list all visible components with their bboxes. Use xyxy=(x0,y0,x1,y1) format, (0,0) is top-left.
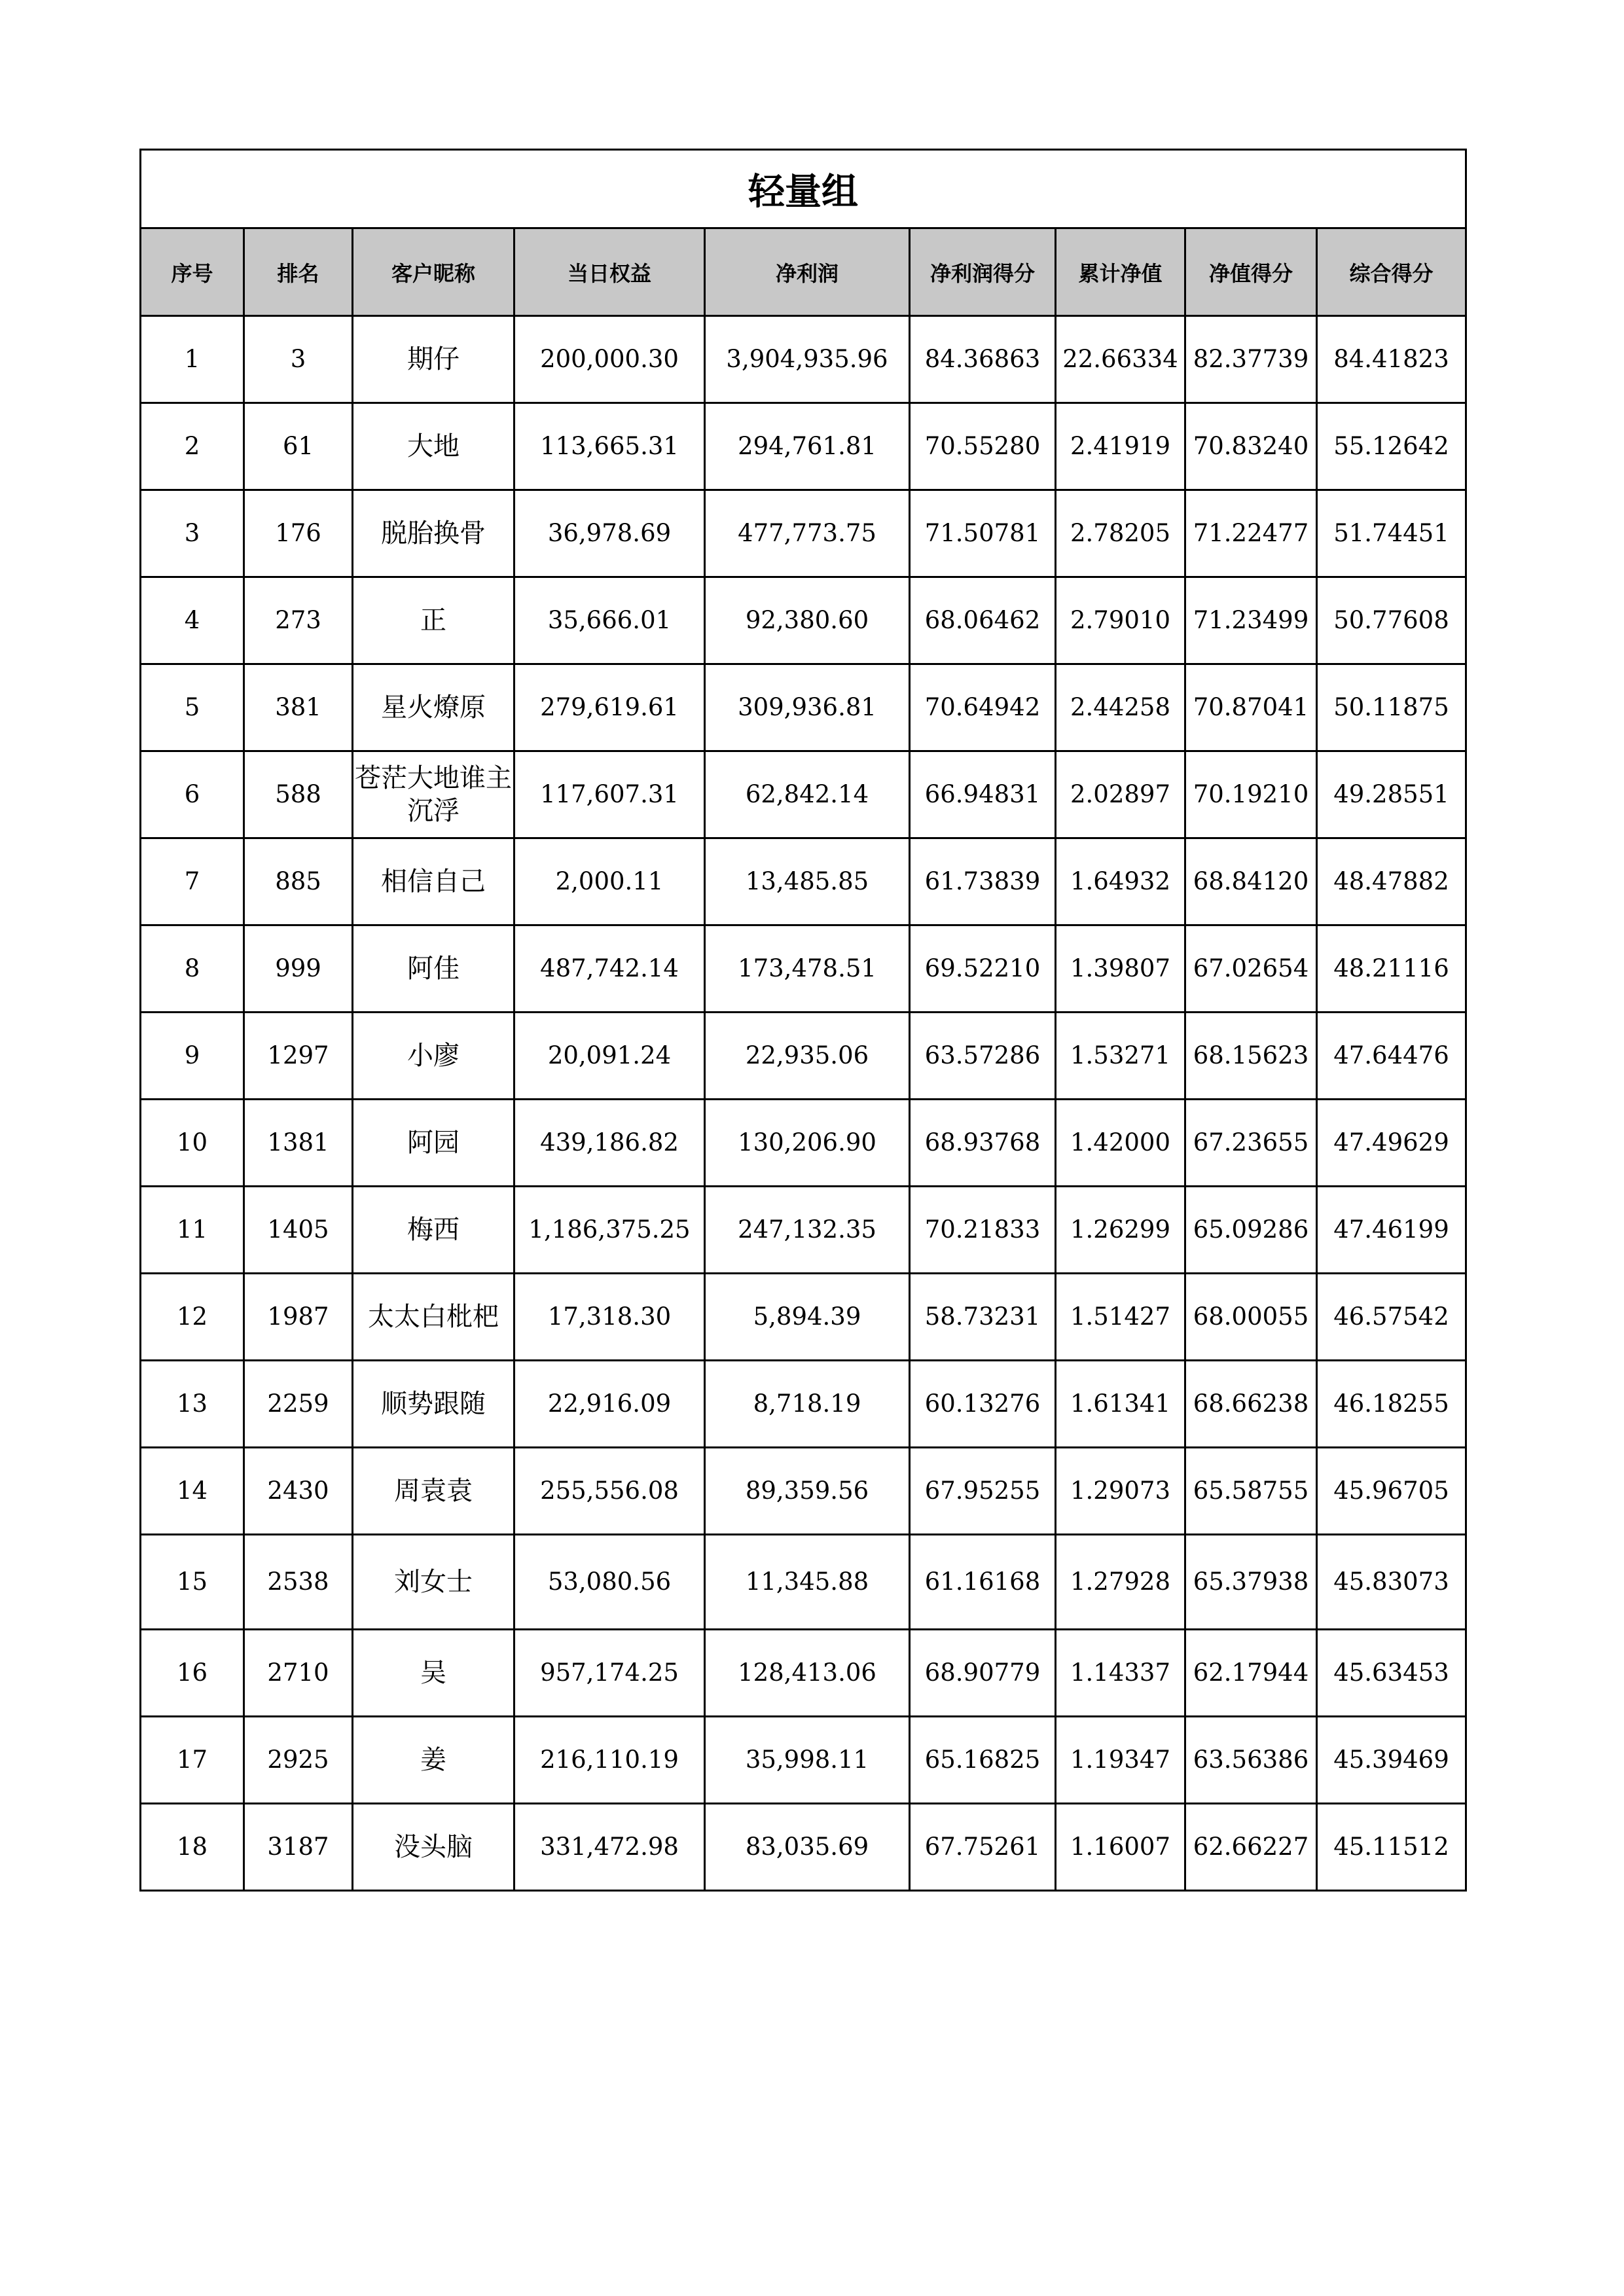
cell-nav-score: 82.37739 xyxy=(1185,316,1317,403)
cell-nickname: 太太白枇杷 xyxy=(353,1274,514,1361)
cell-cum-nav: 2.02897 xyxy=(1056,751,1185,838)
cell-profit-score: 70.21833 xyxy=(910,1187,1056,1274)
cell-cum-nav: 2.79010 xyxy=(1056,577,1185,664)
cell-profit-score: 61.16168 xyxy=(910,1535,1056,1630)
cell-total-score: 51.74451 xyxy=(1317,490,1466,577)
cell-net-profit: 11,345.88 xyxy=(705,1535,910,1630)
cell-nav-score: 70.87041 xyxy=(1185,664,1317,751)
cell-profit-score: 68.90779 xyxy=(910,1630,1056,1717)
cell-equity: 1,186,375.25 xyxy=(514,1187,705,1274)
cell-cum-nav: 1.29073 xyxy=(1056,1448,1185,1535)
cell-cum-nav: 2.44258 xyxy=(1056,664,1185,751)
cell-nav-score: 71.22477 xyxy=(1185,490,1317,577)
cell-rank: 176 xyxy=(244,490,353,577)
cell-profit-score: 61.73839 xyxy=(910,838,1056,925)
cell-total-score: 47.49629 xyxy=(1317,1100,1466,1187)
cell-equity: 35,666.01 xyxy=(514,577,705,664)
cell-index: 9 xyxy=(141,1013,244,1100)
cell-nav-score: 65.58755 xyxy=(1185,1448,1317,1535)
cell-nav-score: 62.66227 xyxy=(1185,1804,1317,1891)
cell-index: 2 xyxy=(141,403,244,490)
cell-total-score: 45.96705 xyxy=(1317,1448,1466,1535)
cell-nav-score: 68.00055 xyxy=(1185,1274,1317,1361)
cell-index: 13 xyxy=(141,1361,244,1448)
cell-cum-nav: 1.27928 xyxy=(1056,1535,1185,1630)
table-row xyxy=(141,1274,1466,1361)
cell-index: 3 xyxy=(141,490,244,577)
cell-net-profit: 477,773.75 xyxy=(705,490,910,577)
cell-rank: 3 xyxy=(244,316,353,403)
cell-index: 11 xyxy=(141,1187,244,1274)
cell-index: 7 xyxy=(141,838,244,925)
ranking-sheet xyxy=(139,149,1465,1892)
cell-index: 15 xyxy=(141,1535,244,1630)
cell-equity: 331,472.98 xyxy=(514,1804,705,1891)
cell-nickname: 梅西 xyxy=(353,1187,514,1274)
col-header-rank: 排名 xyxy=(244,228,353,316)
cell-cum-nav: 1.16007 xyxy=(1056,1804,1185,1891)
table-title: 轻量组 xyxy=(141,150,1466,228)
cell-rank: 381 xyxy=(244,664,353,751)
cell-total-score: 50.11875 xyxy=(1317,664,1466,751)
table-row xyxy=(141,1804,1466,1891)
cell-equity: 53,080.56 xyxy=(514,1535,705,1630)
cell-profit-score: 84.36863 xyxy=(910,316,1056,403)
cell-net-profit: 173,478.51 xyxy=(705,925,910,1013)
cell-equity: 117,607.31 xyxy=(514,751,705,838)
cell-nickname: 阿园 xyxy=(353,1100,514,1187)
table-row xyxy=(141,1535,1466,1630)
cell-index: 12 xyxy=(141,1274,244,1361)
col-header-total-score: 综合得分 xyxy=(1317,228,1466,316)
cell-nickname: 正 xyxy=(353,577,514,664)
col-header-net-profit: 净利润 xyxy=(705,228,910,316)
col-header-profit-score: 净利润得分 xyxy=(910,228,1056,316)
cell-rank: 2538 xyxy=(244,1535,353,1630)
cell-cum-nav: 22.66334 xyxy=(1056,316,1185,403)
cell-profit-score: 67.75261 xyxy=(910,1804,1056,1891)
table-row xyxy=(141,1717,1466,1804)
cell-rank: 2430 xyxy=(244,1448,353,1535)
cell-equity: 36,978.69 xyxy=(514,490,705,577)
cell-nav-score: 71.23499 xyxy=(1185,577,1317,664)
cell-nickname: 周袁袁 xyxy=(353,1448,514,1535)
table-row xyxy=(141,577,1466,664)
cell-equity: 439,186.82 xyxy=(514,1100,705,1187)
cell-nickname: 相信自己 xyxy=(353,838,514,925)
cell-index: 8 xyxy=(141,925,244,1013)
cell-cum-nav: 2.41919 xyxy=(1056,403,1185,490)
cell-total-score: 48.21116 xyxy=(1317,925,1466,1013)
cell-equity: 20,091.24 xyxy=(514,1013,705,1100)
cell-profit-score: 70.64942 xyxy=(910,664,1056,751)
cell-index: 4 xyxy=(141,577,244,664)
table-row xyxy=(141,1187,1466,1274)
cell-index: 10 xyxy=(141,1100,244,1187)
table-row xyxy=(141,403,1466,490)
table-row xyxy=(141,1448,1466,1535)
cell-net-profit: 3,904,935.96 xyxy=(705,316,910,403)
cell-nickname: 大地 xyxy=(353,403,514,490)
cell-rank: 999 xyxy=(244,925,353,1013)
cell-cum-nav: 1.42000 xyxy=(1056,1100,1185,1187)
cell-cum-nav: 1.53271 xyxy=(1056,1013,1185,1100)
table-row xyxy=(141,316,1466,403)
cell-index: 5 xyxy=(141,664,244,751)
table-row xyxy=(141,1361,1466,1448)
cell-nav-score: 68.66238 xyxy=(1185,1361,1317,1448)
cell-cum-nav: 1.39807 xyxy=(1056,925,1185,1013)
table-row xyxy=(141,1013,1466,1100)
cell-nickname: 顺势跟随 xyxy=(353,1361,514,1448)
cell-nav-score: 68.84120 xyxy=(1185,838,1317,925)
cell-total-score: 49.28551 xyxy=(1317,751,1466,838)
ranking-table xyxy=(139,149,1467,1892)
cell-total-score: 48.47882 xyxy=(1317,838,1466,925)
cell-net-profit: 8,718.19 xyxy=(705,1361,910,1448)
cell-total-score: 47.46199 xyxy=(1317,1187,1466,1274)
cell-nav-score: 65.37938 xyxy=(1185,1535,1317,1630)
cell-total-score: 50.77608 xyxy=(1317,577,1466,664)
cell-total-score: 45.83073 xyxy=(1317,1535,1466,1630)
cell-index: 17 xyxy=(141,1717,244,1804)
cell-net-profit: 128,413.06 xyxy=(705,1630,910,1717)
table-row xyxy=(141,1100,1466,1187)
cell-profit-score: 70.55280 xyxy=(910,403,1056,490)
cell-equity: 255,556.08 xyxy=(514,1448,705,1535)
cell-profit-score: 71.50781 xyxy=(910,490,1056,577)
table-row xyxy=(141,1630,1466,1717)
cell-equity: 487,742.14 xyxy=(514,925,705,1013)
cell-index: 6 xyxy=(141,751,244,838)
cell-rank: 885 xyxy=(244,838,353,925)
table-row xyxy=(141,751,1466,838)
cell-net-profit: 89,359.56 xyxy=(705,1448,910,1535)
cell-net-profit: 22,935.06 xyxy=(705,1013,910,1100)
col-header-nav-score: 净值得分 xyxy=(1185,228,1317,316)
cell-cum-nav: 2.78205 xyxy=(1056,490,1185,577)
cell-total-score: 46.18255 xyxy=(1317,1361,1466,1448)
cell-cum-nav: 1.19347 xyxy=(1056,1717,1185,1804)
col-header-equity: 当日权益 xyxy=(514,228,705,316)
cell-profit-score: 65.16825 xyxy=(910,1717,1056,1804)
cell-rank: 2710 xyxy=(244,1630,353,1717)
cell-net-profit: 5,894.39 xyxy=(705,1274,910,1361)
cell-net-profit: 309,936.81 xyxy=(705,664,910,751)
header-row xyxy=(141,228,1466,316)
cell-net-profit: 62,842.14 xyxy=(705,751,910,838)
col-header-cum-nav: 累计净值 xyxy=(1056,228,1185,316)
cell-nickname: 吴 xyxy=(353,1630,514,1717)
cell-cum-nav: 1.51427 xyxy=(1056,1274,1185,1361)
cell-nav-score: 63.56386 xyxy=(1185,1717,1317,1804)
cell-total-score: 55.12642 xyxy=(1317,403,1466,490)
table-row xyxy=(141,490,1466,577)
cell-nickname: 星火燎原 xyxy=(353,664,514,751)
cell-rank: 1297 xyxy=(244,1013,353,1100)
cell-equity: 113,665.31 xyxy=(514,403,705,490)
cell-nav-score: 62.17944 xyxy=(1185,1630,1317,1717)
cell-nickname: 姜 xyxy=(353,1717,514,1804)
cell-nickname: 脱胎换骨 xyxy=(353,490,514,577)
cell-total-score: 45.39469 xyxy=(1317,1717,1466,1804)
cell-equity: 216,110.19 xyxy=(514,1717,705,1804)
cell-profit-score: 68.93768 xyxy=(910,1100,1056,1187)
cell-index: 1 xyxy=(141,316,244,403)
cell-total-score: 46.57542 xyxy=(1317,1274,1466,1361)
col-header-nickname: 客户昵称 xyxy=(353,228,514,316)
cell-profit-score: 66.94831 xyxy=(910,751,1056,838)
cell-profit-score: 60.13276 xyxy=(910,1361,1056,1448)
cell-nav-score: 70.83240 xyxy=(1185,403,1317,490)
cell-net-profit: 35,998.11 xyxy=(705,1717,910,1804)
cell-cum-nav: 1.64932 xyxy=(1056,838,1185,925)
cell-rank: 1987 xyxy=(244,1274,353,1361)
cell-net-profit: 13,485.85 xyxy=(705,838,910,925)
cell-nav-score: 67.02654 xyxy=(1185,925,1317,1013)
cell-total-score: 45.11512 xyxy=(1317,1804,1466,1891)
table-row xyxy=(141,925,1466,1013)
cell-equity: 2,000.11 xyxy=(514,838,705,925)
cell-nickname: 期仔 xyxy=(353,316,514,403)
cell-rank: 2925 xyxy=(244,1717,353,1804)
cell-profit-score: 67.95255 xyxy=(910,1448,1056,1535)
cell-equity: 279,619.61 xyxy=(514,664,705,751)
cell-total-score: 84.41823 xyxy=(1317,316,1466,403)
cell-index: 18 xyxy=(141,1804,244,1891)
cell-nav-score: 67.23655 xyxy=(1185,1100,1317,1187)
cell-net-profit: 130,206.90 xyxy=(705,1100,910,1187)
cell-nickname: 刘女士 xyxy=(353,1535,514,1630)
cell-equity: 22,916.09 xyxy=(514,1361,705,1448)
cell-nickname: 阿佳 xyxy=(353,925,514,1013)
cell-net-profit: 247,132.35 xyxy=(705,1187,910,1274)
cell-equity: 200,000.30 xyxy=(514,316,705,403)
cell-nickname: 小廖 xyxy=(353,1013,514,1100)
cell-rank: 273 xyxy=(244,577,353,664)
cell-rank: 3187 xyxy=(244,1804,353,1891)
cell-net-profit: 294,761.81 xyxy=(705,403,910,490)
cell-cum-nav: 1.61341 xyxy=(1056,1361,1185,1448)
cell-rank: 2259 xyxy=(244,1361,353,1448)
cell-total-score: 47.64476 xyxy=(1317,1013,1466,1100)
cell-profit-score: 68.06462 xyxy=(910,577,1056,664)
cell-cum-nav: 1.14337 xyxy=(1056,1630,1185,1717)
cell-index: 16 xyxy=(141,1630,244,1717)
cell-rank: 1381 xyxy=(244,1100,353,1187)
cell-net-profit: 83,035.69 xyxy=(705,1804,910,1891)
cell-cum-nav: 1.26299 xyxy=(1056,1187,1185,1274)
cell-nav-score: 70.19210 xyxy=(1185,751,1317,838)
cell-profit-score: 69.52210 xyxy=(910,925,1056,1013)
cell-equity: 17,318.30 xyxy=(514,1274,705,1361)
cell-rank: 61 xyxy=(244,403,353,490)
cell-net-profit: 92,380.60 xyxy=(705,577,910,664)
cell-equity: 957,174.25 xyxy=(514,1630,705,1717)
table-row xyxy=(141,838,1466,925)
cell-index: 14 xyxy=(141,1448,244,1535)
col-header-index: 序号 xyxy=(141,228,244,316)
cell-total-score: 45.63453 xyxy=(1317,1630,1466,1717)
cell-nickname: 没头脑 xyxy=(353,1804,514,1891)
table-row xyxy=(141,664,1466,751)
cell-nav-score: 65.09286 xyxy=(1185,1187,1317,1274)
cell-nickname: 苍茫大地谁主沉浮 xyxy=(353,751,514,838)
cell-rank: 1405 xyxy=(244,1187,353,1274)
cell-profit-score: 63.57286 xyxy=(910,1013,1056,1100)
cell-rank: 588 xyxy=(244,751,353,838)
cell-profit-score: 58.73231 xyxy=(910,1274,1056,1361)
cell-nav-score: 68.15623 xyxy=(1185,1013,1317,1100)
